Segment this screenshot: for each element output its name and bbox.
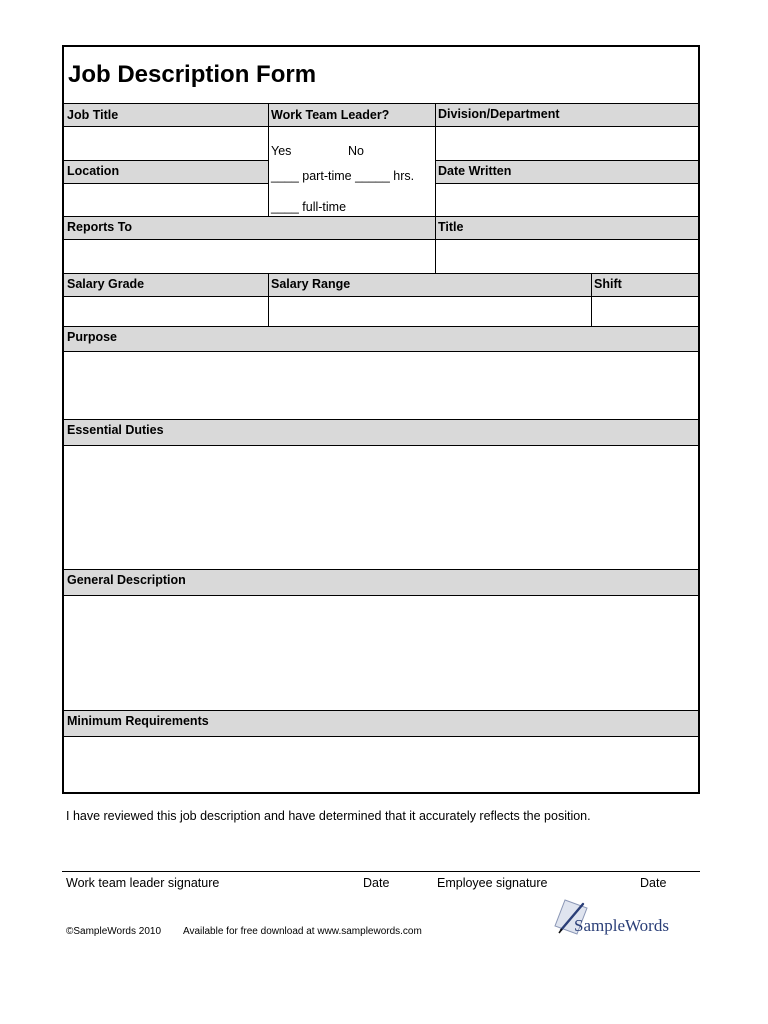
title-field[interactable]	[436, 240, 698, 274]
salary-grade-field[interactable]	[64, 297, 268, 326]
label-general-description: General Description	[67, 573, 186, 587]
samplewords-logo-text: SampleWords	[574, 916, 669, 935]
label-essential-duties: Essential Duties	[67, 423, 164, 437]
purpose-field[interactable]	[64, 352, 698, 419]
leader-no-option[interactable]: No	[348, 144, 364, 158]
label-division-department: Division/Department	[438, 107, 560, 121]
label-work-team-leader: Work Team Leader?	[271, 108, 390, 122]
divider	[268, 103, 269, 216]
label-minimum-requirements: Minimum Requirements	[67, 714, 209, 728]
download-text[interactable]: Available for free download at www.samplewords.com	[183, 926, 422, 937]
leader-date-label: Date	[363, 876, 390, 890]
label-title: Title	[438, 220, 464, 234]
label-job-title: Job Title	[67, 108, 119, 122]
label-salary-grade: Salary Grade	[67, 277, 145, 291]
date-written-field[interactable]	[436, 184, 698, 216]
copyright-text: ©SampleWords 2010	[66, 926, 162, 937]
essential-duties-field[interactable]	[64, 446, 698, 569]
work-team-leader-signature-label: Work team leader signature	[66, 876, 220, 890]
header-row-3	[64, 216, 698, 240]
label-purpose: Purpose	[67, 330, 118, 344]
label-shift: Shift	[594, 277, 622, 291]
job-description-form	[62, 45, 700, 794]
header-purpose	[64, 326, 698, 352]
job-title-field[interactable]	[64, 127, 268, 160]
location-field[interactable]	[64, 184, 268, 216]
review-statement: I have reviewed this job description and have determined that it accurately reflects the position.	[66, 809, 591, 823]
divider	[435, 103, 436, 274]
signature-line	[62, 871, 700, 872]
part-time-hours-field[interactable]: ____ part-time _____ hrs.	[271, 169, 415, 183]
label-date-written: Date Written	[438, 164, 512, 178]
divider	[591, 273, 592, 326]
label-salary-range: Salary Range	[271, 277, 351, 291]
form-title: Job Description Form	[68, 61, 317, 88]
shift-field[interactable]	[592, 297, 698, 326]
employee-date-label: Date	[640, 876, 667, 890]
general-description-field[interactable]	[64, 596, 698, 710]
reports-to-field[interactable]	[64, 240, 436, 274]
salary-range-field[interactable]	[269, 297, 591, 326]
leader-yes-option[interactable]: Yes	[271, 144, 292, 158]
full-time-field[interactable]: ____ full-time	[271, 200, 347, 214]
divider	[268, 273, 269, 326]
label-reports-to: Reports To	[67, 220, 133, 234]
minimum-requirements-field[interactable]	[64, 737, 698, 792]
label-location: Location	[67, 164, 120, 178]
employee-signature-label: Employee signature	[437, 876, 548, 890]
division-department-field[interactable]	[436, 127, 698, 160]
